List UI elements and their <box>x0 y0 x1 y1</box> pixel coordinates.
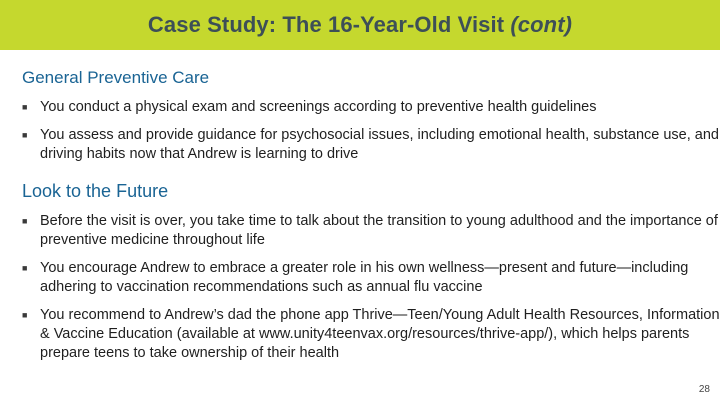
bullet-item <box>22 98 720 117</box>
slide-title-suffix: (cont) <box>510 12 573 37</box>
bullet-icon: ■ <box>22 130 28 140</box>
bullet-icon: ■ <box>22 102 28 112</box>
bullet-item <box>22 212 720 250</box>
title-bar <box>0 0 720 50</box>
bullet-text: You encourage Andrew to embrace a greater role in his own wellness—present and future—including adhering to vaccination recommendations such as annual flu vaccine <box>40 260 689 295</box>
bullet-text: You assess and provide guidance for psychosocial issues, including emotional health, substance use, and driving habits now that Andrew is learning to drive <box>40 127 719 162</box>
bullet-icon: ■ <box>22 263 28 273</box>
slide-title <box>148 12 572 38</box>
section-heading-preventive-care: General Preventive Care <box>22 68 210 87</box>
slide-title-main: Case Study: The 16-Year-Old Visit <box>147 12 511 37</box>
bullet-item <box>22 259 720 297</box>
section-heading-future: Look to the Future <box>22 181 169 201</box>
page-number: 28 <box>698 384 710 395</box>
bullet-text: You recommend to Andrew’s dad the phone app Thrive—Teen/Young Adult Health Resources, Information & Vaccine Education (available at www.unity4teenvax.org/resources/thrive-app/), which helps parents prepare teens to take ownership of their health <box>40 307 720 361</box>
bullet-icon: ■ <box>22 216 28 226</box>
bullet-item <box>22 126 720 164</box>
bullet-text: Before the visit is over, you take time to talk about the transition to young adulthood and the importance of preventive medicine throughout life <box>40 213 718 248</box>
bullet-text: You conduct a physical exam and screenings according to preventive health guidelines <box>40 99 597 115</box>
slide-content <box>22 58 720 372</box>
bullet-icon: ■ <box>22 310 28 320</box>
bullet-item <box>22 306 720 363</box>
